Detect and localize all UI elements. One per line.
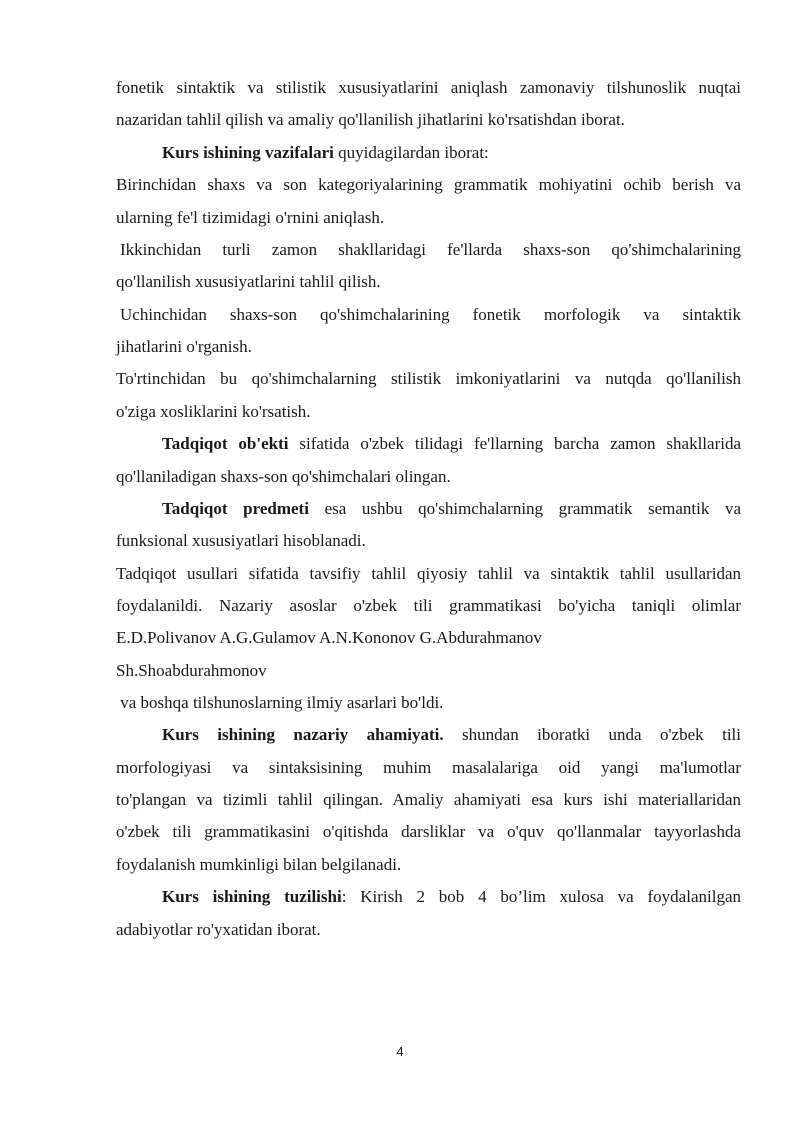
text-line: To'rtinchidan bu qo'shimchalarning stilistik imkoniyatlarini va nutqda qo'llanilish bbox=[116, 369, 741, 388]
text-line: Birinchidan shaxs va son kategoriyalarining grammatik mohiyatini ochib berish va bbox=[116, 175, 741, 194]
text-line: va boshqa tilshunoslarning ilmiy asarlari bo'ldi. bbox=[116, 693, 444, 712]
text-line: o'zbek tili grammatikasini o'qitishda darsliklar va o'quv qo'llanmalar tayyorlashda bbox=[116, 822, 741, 841]
text-line: Uchinchidan shaxs-son qo'shimchalarining fonetik morfologik va sintaktik bbox=[120, 305, 741, 324]
page-number: 4 bbox=[396, 1044, 404, 1059]
text-line: morfologiyasi va sintaksisining muhim masalalariga oid yangi ma'lumotlar bbox=[116, 758, 741, 777]
text-line: ularning fe'l tizimidagi o'rnini aniqlash. bbox=[116, 208, 385, 227]
text-line: Tadqiqot usullari sifatida tavsifiy tahlil qiyosiy tahlil va sintaktik tahlil usullaridan bbox=[116, 564, 741, 583]
section-heading: Kurs ishining nazariy ahamiyati. bbox=[162, 725, 444, 744]
text-line: Ikkinchidan turli zamon shakllaridagi fe'llarda shaxs-son qo'shimchalarining bbox=[120, 240, 741, 259]
section-heading: Tadqiqot predmeti bbox=[162, 499, 309, 518]
text-line: E.D.Polivanov A.G.Gulamov A.N.Kononov G.Abdurahmanov bbox=[116, 628, 542, 647]
section-heading: Kurs ishining tuzilishi bbox=[162, 887, 342, 906]
text-run: shundan iboratki unda o'zbek tili bbox=[443, 725, 741, 744]
text-line: fonetik sintaktik va stilistik xususiyatlarini aniqlash zamonaviy tilshunoslik nuqtai bbox=[116, 78, 741, 97]
text-line: foydalanildi. Nazariy asoslar o'zbek tili grammatikasi bo'yicha taniqli olimlar bbox=[116, 596, 741, 615]
text-line: Sh.Shoabdurahmonov bbox=[116, 661, 267, 680]
text-line: o'ziga xosliklarini ko'rsatish. bbox=[116, 402, 311, 421]
text-line: to'plangan va tizimli tahlil qilingan. Amaliy ahamiyati esa kurs ishi materiallaridan bbox=[116, 790, 741, 809]
text-run: : Kirish 2 bob 4 bo’lim xulosa va foydalanilgan bbox=[341, 887, 741, 906]
text-run: esa ushbu qo'shimchalarning grammatik semantik va bbox=[308, 499, 742, 518]
text-line: adabiyotlar ro'yxatidan iborat. bbox=[116, 920, 321, 939]
text-line bbox=[116, 881, 741, 914]
text-line: qo'llanilish xususiyatlarini tahlil qilish. bbox=[116, 272, 381, 291]
text-run: quyidagilardan iborat: bbox=[333, 143, 489, 162]
text-line: nazaridan tahlil qilish va amaliy qo'llanilish jihatlarini ko'rsatishdan iborat. bbox=[116, 110, 625, 129]
text-line: funksional xususiyatlari hisoblanadi. bbox=[116, 531, 366, 550]
section-heading: Kurs ishining vazifalari bbox=[162, 143, 334, 162]
text-line bbox=[116, 137, 741, 170]
text-line bbox=[116, 428, 741, 461]
text-line bbox=[116, 719, 741, 752]
text-line bbox=[116, 493, 741, 526]
text-run: sifatida o'zbek tilidagi fe'llarning barcha zamon shakllarida bbox=[288, 434, 741, 453]
text-line: foydalanish mumkinligi bilan belgilanadi. bbox=[116, 855, 402, 874]
text-line: qo'llaniladigan shaxs-son qo'shimchalari olingan. bbox=[116, 467, 451, 486]
text-line: jihatlarini o'rganish. bbox=[116, 337, 252, 356]
section-heading: Tadqiqot ob'ekti bbox=[162, 434, 289, 453]
